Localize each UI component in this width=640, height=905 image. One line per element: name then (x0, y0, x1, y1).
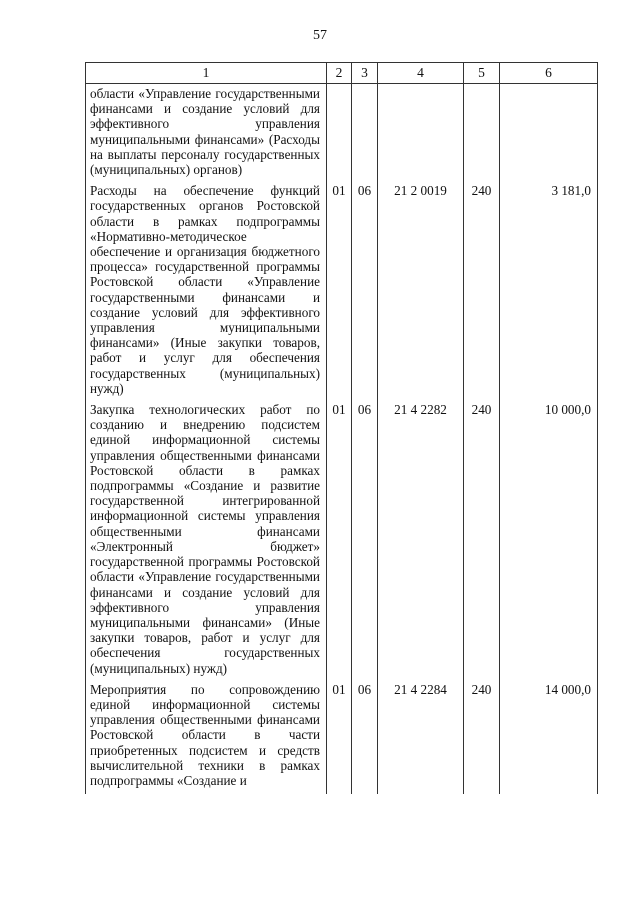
row-vr: 240 (464, 402, 500, 682)
row-rz: 01 (327, 402, 352, 682)
column-header-sum: 6 (500, 63, 598, 84)
row-csr (378, 84, 464, 184)
table-row (86, 402, 598, 682)
row-rz (327, 84, 352, 184)
row-rz: 01 (327, 183, 352, 402)
row-pr: 06 (352, 402, 378, 682)
row-vr: 240 (464, 682, 500, 794)
row-pr: 06 (352, 183, 378, 402)
column-header-name: 1 (86, 63, 327, 84)
column-header-rz: 2 (327, 63, 352, 84)
row-vr: 240 (464, 183, 500, 402)
row-name: Расходы на обеспечение функций государственных органов Ростовской области в рамках подпрограммы «Нормативно-методическое обеспечение и организация бюджетного процесса» государственной программы Ростовской области «Управление государственными финансами и создание условий для эффективного управления муниципальными финансами» (Иные закупки товаров, работ и услуг для обеспечения государственных (муниципальных) нужд) (86, 183, 327, 402)
table-header-row (86, 63, 598, 84)
row-csr: 21 2 0019 (378, 183, 464, 402)
row-sum: 10 000,0 (500, 402, 598, 682)
page-number: 57 (313, 28, 327, 43)
row-rz: 01 (327, 682, 352, 794)
table-row (86, 84, 598, 184)
column-header-vr: 5 (464, 63, 500, 84)
row-sum: 14 000,0 (500, 682, 598, 794)
row-pr: 06 (352, 682, 378, 794)
column-header-pr: 3 (352, 63, 378, 84)
table-row (86, 183, 598, 402)
row-name: Мероприятия по сопровождению единой информационной системы управления общественными финансами Ростовской области в части приобретенных подсистем и средств вычислительной техники в рамках подпрограммы «Создание и (86, 682, 327, 794)
row-vr (464, 84, 500, 184)
budget-table (85, 62, 598, 794)
row-name: области «Управление государственными финансами и создание условий для эффективного управления муниципальными финансами» (Расходы на выплаты персоналу государственных (муниципальных) органов) (86, 84, 327, 184)
row-sum (500, 84, 598, 184)
column-header-csr: 4 (378, 63, 464, 84)
row-sum: 3 181,0 (500, 183, 598, 402)
row-csr: 21 4 2284 (378, 682, 464, 794)
table-row (86, 682, 598, 794)
row-name: Закупка технологических работ по созданию и внедрению подсистем единой информационной системы управления общественными финансами Ростовской области в рамках подпрограммы «Создание и развитие государственной интегрированной информационной системы управления общественными финансами «Электронный бюджет» государственной программы Ростовской области «Управление государственными финансами и создание условий для эффективного управления муниципальными финансами» (Иные закупки товаров, работ и услуг для обеспечения государственных (муниципальных) нужд) (86, 402, 327, 682)
row-pr (352, 84, 378, 184)
row-csr: 21 4 2282 (378, 402, 464, 682)
